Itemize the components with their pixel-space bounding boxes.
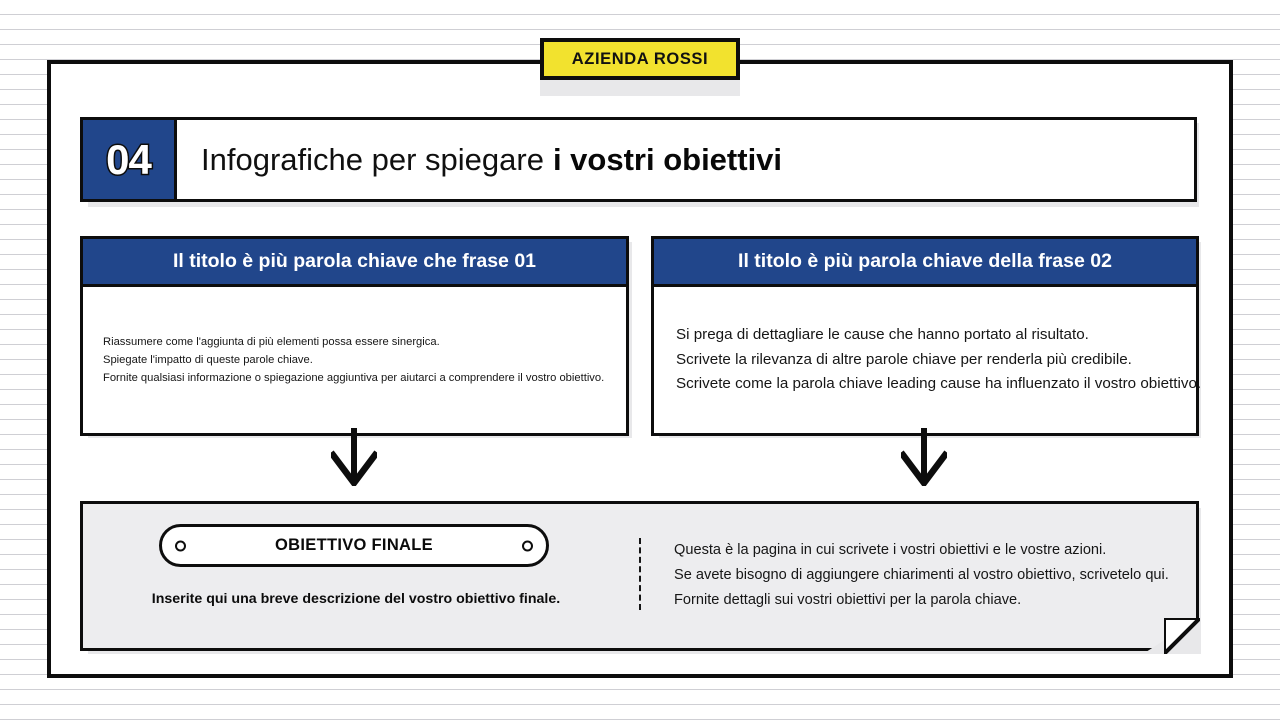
down-arrow-icon-left [331,428,377,486]
final-objective-label: OBIETTIVO FINALE [275,535,433,554]
company-tab-shadow [540,78,740,96]
right-column-card [651,236,1202,436]
right-column-body [654,287,1202,433]
title-row [80,117,1197,202]
dashed-divider [639,538,641,610]
bottom-note-line: Questa è la pagina in cui scrivete i vostri obiettivi e le vostre azioni. [674,542,1107,558]
company-name-tab[interactable] [540,38,740,80]
left-column-card [80,236,629,436]
bottom-note-line: Fornite dettagli sui vostri obiettivi per la parola chiave. [674,592,1022,609]
left-column-line: Spiegate l'impatto di queste parole chiave. [103,353,313,366]
final-objective-caption: Inserite qui una breve descrizione del vostro obiettivo finale. [151,591,561,607]
left-column-body [83,287,626,433]
company-name-label: AZIENDA ROSSI [571,49,709,68]
right-column-header [654,239,1196,287]
bottom-notes-list [674,538,1184,613]
down-arrow-icon-right [901,428,947,486]
page-title-bold: i vostri obiettivi [552,141,783,177]
section-number-badge [80,117,177,202]
final-objective-pill [159,524,549,567]
right-column-line: Scrivete come la parola chiave leading cause ha influenzato il vostro obiettivo. [676,375,1202,393]
pill-hole-left-icon [175,540,186,551]
left-column-line: Riassumere come l'aggiunta di più elementi possa essere sinergica. [103,335,440,348]
bottom-note-line: Se avete bisogno di aggiungere chiarimenti al vostro obiettivo, scrivetelo qui. [674,567,1169,584]
left-column-header-label: Il titolo è più parola chiave che frase 01 [172,250,537,272]
left-column-line: Fornite qualsiasi informazione o spiegazione aggiuntiva per aiutarci a comprendere il vostro obiettivo. [103,372,605,385]
right-column-header-label: Il titolo è più parola chiave della frase 02 [738,250,1112,272]
section-number-label: 04 [106,135,151,183]
title-text-container [177,117,1197,202]
right-column-line: Si prega di dettagliare le cause che hanno portato al risultato. [676,326,1089,344]
page-title-light: Infografiche per spiegare [201,141,544,177]
pill-hole-right-icon [522,540,533,551]
right-column-line: Scrivete la rilevanza di altre parole chiave per renderla più credibile. [676,350,1132,368]
left-column-header [83,239,626,287]
corner-fold-icon [1164,618,1200,654]
